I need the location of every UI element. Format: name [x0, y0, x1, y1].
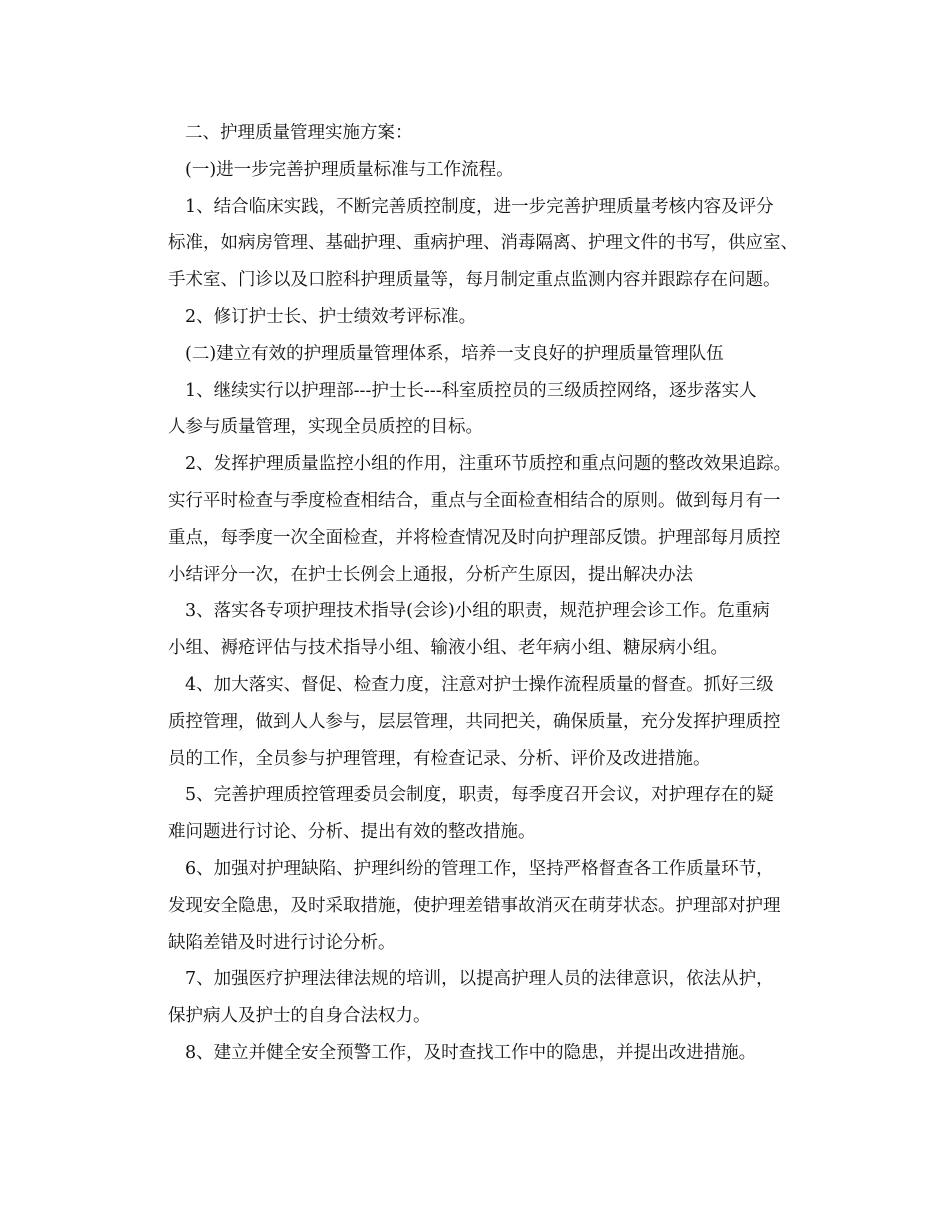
text-line: 重点，每季度一次全面检查，并将检查情况及时向护理部反馈。护理部每月质控 — [168, 527, 781, 548]
text-line: 实行平时检查与季度检查相结合，重点与全面检查相结合的原则。做到每月有一 — [168, 490, 781, 511]
text-line: 5、完善护理质控管理委员会制度，职责，每季度召开会议，对护理存在的疑 — [185, 785, 774, 806]
text-line: 2、修订护士长、护士绩效考评标准。 — [185, 306, 477, 327]
document-body — [168, 115, 828, 1072]
text-line: 缺陷差错及时进行讨论分析。 — [168, 932, 396, 953]
text-line: 3、落实各专项护理技术指导(会诊)小组的职责，规范护理会诊工作。危重病 — [185, 601, 770, 622]
text-line: 标准，如病房管理、基础护理、重病护理、消毒隔离、护理文件的书写，供应室、 — [168, 233, 798, 254]
text-line: 小结评分一次，在护士长例会上通报，分析产生原因，提出解决办法 — [168, 564, 693, 585]
text-line: 小组、褥疮评估与技术指导小组、输液小组、老年病小组、糖尿病小组。 — [168, 638, 728, 659]
text-line: (一)进一步完善护理质量标准与工作流程。 — [185, 159, 514, 180]
text-line: 二、护理质量管理实施方案： — [185, 123, 413, 143]
text-line: 8、建立并健全安全预警工作，及时查找工作中的隐患，并提出改进措施。 — [185, 1042, 757, 1063]
text-line: 手术室、门诊以及口腔科护理质量等，每月制定重点监测内容并跟踪存在问题。 — [168, 270, 781, 291]
text-line: 保护病人及护士的自身合法权力。 — [168, 1006, 431, 1027]
text-line: 发现安全隐患，及时采取措施，使护理差错事故消灭在萌芽状态。护理部对护理 — [168, 895, 781, 916]
text-line: 1、继续实行以护理部---护士长---科室质控员的三级质控网络，逐步落实人 — [185, 380, 757, 401]
text-line: 7、加强医疗护理法律法规的培训，以提高护理人员的法律意识，依法从护， — [185, 969, 774, 990]
text-line: 难问题进行讨论、分析、提出有效的整改措施。 — [168, 822, 536, 843]
text-line: 质控管理，做到人人参与，层层管理，共同把关，确保质量，充分发挥护理质控 — [168, 711, 781, 732]
text-line: 4、加大落实、督促、检查力度，注意对护士操作流程质量的督查。抓好三级 — [185, 674, 774, 695]
text-line: 6、加强对护理缺陷、护理纠纷的管理工作，坚持严格督查各工作质量环节， — [185, 858, 774, 879]
text-line: 1、结合临床实践，不断完善质控制度，进一步完善护理质量考核内容及评分 — [185, 196, 774, 217]
text-line: 人参与质量管理，实现全员质控的目标。 — [168, 417, 483, 438]
text-line: 员的工作，全员参与护理管理，有检查记录、分析、评价及改进措施。 — [168, 748, 711, 769]
text-line: (二)建立有效的护理质量管理体系，培养一支良好的护理质量管理队伍 — [185, 343, 724, 364]
text-line: 2、发挥护理质量监控小组的作用，注重环节质控和重点问题的整改效果追踪。 — [185, 454, 792, 475]
